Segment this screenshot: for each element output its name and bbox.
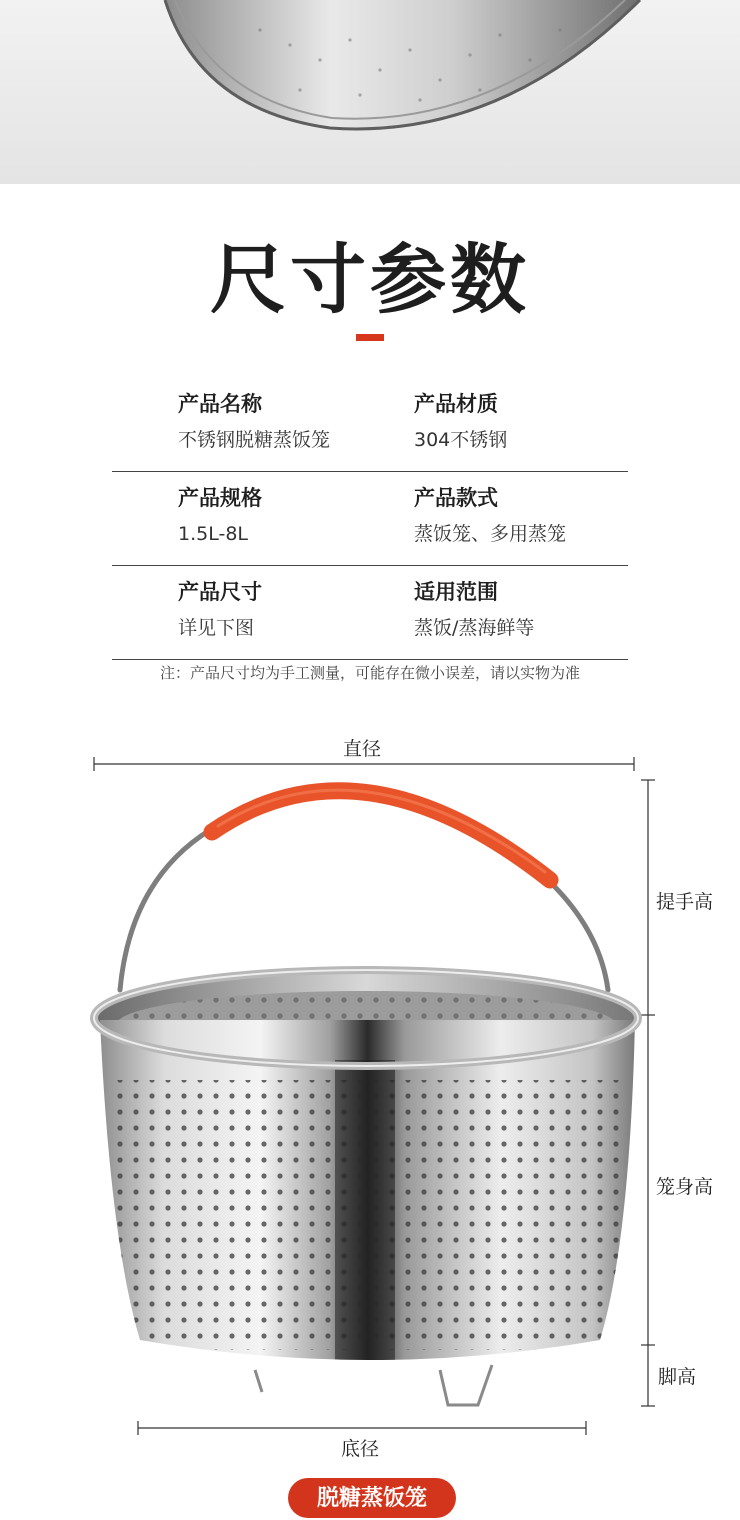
dimension-diagram	[0, 720, 740, 1480]
spec-value: 蒸饭笼、多用蒸笼	[414, 523, 567, 545]
foot-height-label: 脚高	[658, 1366, 697, 1388]
spec-label: 产品材质	[414, 392, 498, 416]
measurement-note: 注：产品尺寸均为手工测量，可能存在微小误差，请以实物为准	[159, 664, 580, 682]
spec-value: 1.5L-8L	[178, 523, 248, 545]
spec-label: 产品款式	[414, 486, 498, 510]
handle-wire	[120, 830, 608, 990]
spec-row	[112, 378, 628, 472]
spec-cell	[414, 484, 566, 548]
spec-table	[112, 378, 628, 660]
spec-value: 蒸饭/蒸海鲜等	[414, 617, 535, 639]
spec-label: 产品名称	[178, 392, 262, 416]
height-dimension-lines	[641, 780, 655, 1406]
spec-row	[112, 472, 628, 566]
bottom-section-tag: 脱糖蒸饭笼	[288, 1478, 456, 1518]
page-title: 尺寸参数	[210, 235, 530, 324]
product-closeup-photo	[0, 0, 740, 184]
base-diameter-dimension-line	[138, 1421, 586, 1435]
spec-label: 产品尺寸	[178, 580, 262, 604]
base-diameter-label: 底径	[341, 1438, 380, 1460]
spec-cell	[178, 390, 330, 454]
spec-cell	[414, 390, 507, 454]
spec-cell	[414, 578, 534, 642]
handle-height-label: 提手高	[656, 891, 714, 913]
diameter-label: 直径	[343, 738, 382, 760]
title-accent-bar	[356, 334, 384, 341]
basket-foot	[440, 1365, 492, 1405]
spec-label: 产品规格	[178, 486, 262, 510]
spec-value: 详见下图	[178, 617, 255, 639]
spec-cell	[178, 578, 262, 642]
spec-label: 适用范围	[414, 580, 498, 604]
spec-value: 不锈钢脱糖蒸饭笼	[178, 429, 331, 451]
body-height-label: 笼身高	[656, 1176, 714, 1198]
spec-value: 304不锈钢	[414, 429, 508, 451]
spec-cell	[178, 484, 262, 548]
spec-row	[112, 566, 628, 660]
